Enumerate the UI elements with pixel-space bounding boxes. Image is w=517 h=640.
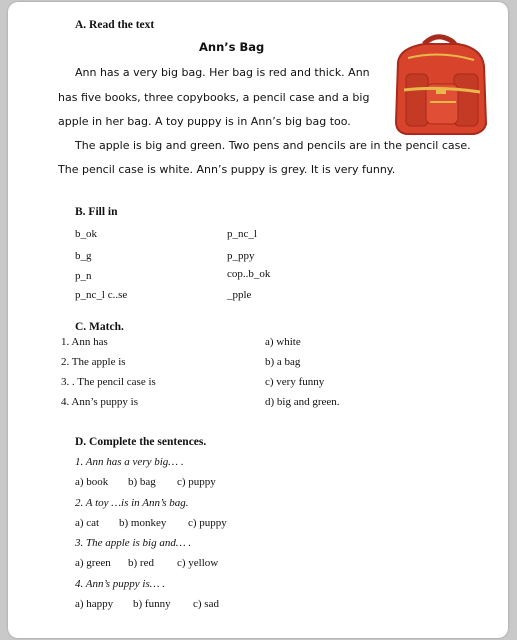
match-left-item: 4. Ann’s puppy is (61, 396, 139, 408)
question-text: 1. Ann has a very big… . (75, 456, 184, 468)
story-title: Ann’s Bag (199, 40, 265, 54)
answer-option: a) cat (75, 517, 100, 529)
answer-option: a) happy (75, 598, 114, 610)
story-line: The apple is big and green. Two pens and pencils are in the pencil case. (75, 139, 471, 152)
match-left-item: 2. The apple is (61, 356, 126, 368)
answer-option: b) funny (133, 598, 171, 610)
match-right-item: d) big and green. (265, 396, 340, 408)
fill-in-word: p_nc_l (227, 228, 257, 240)
story-line: Ann has a very big bag. Her bag is red and thick. Ann (75, 66, 370, 79)
answer-option: c) sad (193, 598, 219, 610)
fill-in-word: b_g (75, 250, 92, 262)
fill-in-word: p_nc_l c..se (75, 289, 128, 301)
section-a-heading: A. Read the text (75, 19, 155, 31)
answer-option: c) puppy (188, 517, 227, 529)
backpack-icon (384, 28, 496, 140)
answer-option: b) red (128, 557, 154, 569)
answer-option: b) monkey (119, 517, 167, 529)
story-line: apple in her bag. A toy puppy is in Ann’s big bag too. (58, 115, 351, 128)
question-text: 2. A toy …is in Ann’s bag. (75, 497, 189, 509)
fill-in-word: cop..b_ok (227, 268, 271, 280)
match-right-item: c) very funny (265, 376, 325, 388)
fill-in-word: p_n (75, 270, 92, 282)
story-line: has five books, three copybooks, a pencil case and a big (58, 91, 370, 104)
section-c-heading: C. Match. (75, 321, 124, 333)
fill-in-word: b_ok (75, 228, 97, 240)
story-line: The pencil case is white. Ann’s puppy is grey. It is very funny. (58, 163, 396, 176)
question-text: 4. Ann’s puppy is… . (75, 578, 166, 590)
answer-option: c) puppy (177, 476, 216, 488)
match-left-item: 1. Ann has (61, 336, 108, 348)
match-right-item: b) a bag (265, 356, 301, 368)
fill-in-word: _pple (227, 289, 252, 301)
answer-option: c) yellow (177, 557, 219, 569)
match-right-item: a) white (265, 336, 301, 348)
answer-option: b) bag (128, 476, 156, 488)
question-text: 3. The apple is big and… . (75, 537, 192, 549)
fill-in-word: p_ppy (227, 250, 255, 262)
answer-option: a) green (75, 557, 111, 569)
section-b-heading: B. Fill in (75, 206, 118, 218)
answer-option: a) book (75, 476, 109, 488)
section-d-heading: D. Complete the sentences. (75, 436, 207, 448)
match-left-item: 3. . The pencil case is (61, 376, 156, 388)
